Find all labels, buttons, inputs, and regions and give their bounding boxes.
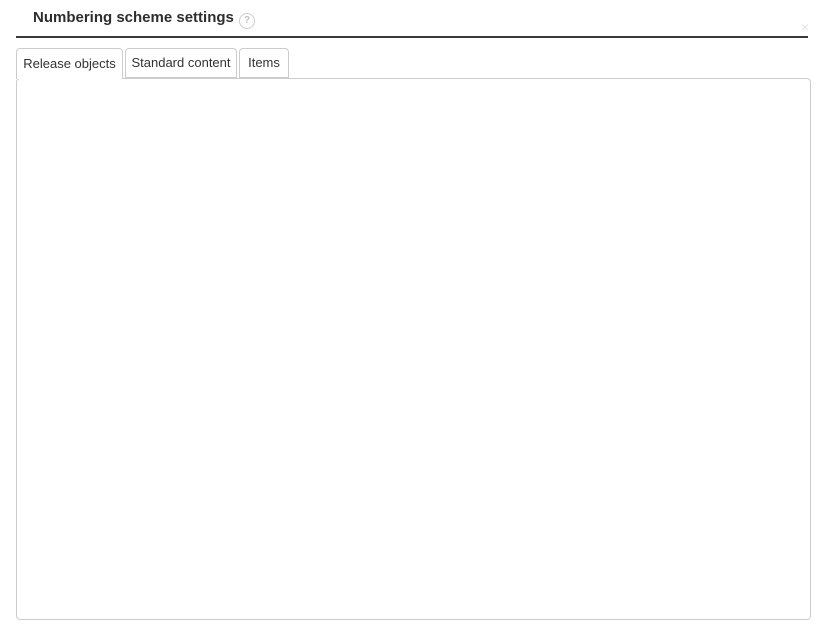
- title-divider: [16, 36, 808, 38]
- tab-content-panel: [16, 78, 811, 620]
- page-title: Numbering scheme settings: [33, 9, 234, 26]
- tab-items[interactable]: Items: [239, 48, 289, 78]
- tab-release-objects[interactable]: Release objects: [16, 48, 123, 79]
- title-help-icon[interactable]: ?: [239, 13, 255, 29]
- tab-standard-content[interactable]: Standard content: [125, 48, 237, 78]
- close-icon[interactable]: ×: [801, 19, 810, 35]
